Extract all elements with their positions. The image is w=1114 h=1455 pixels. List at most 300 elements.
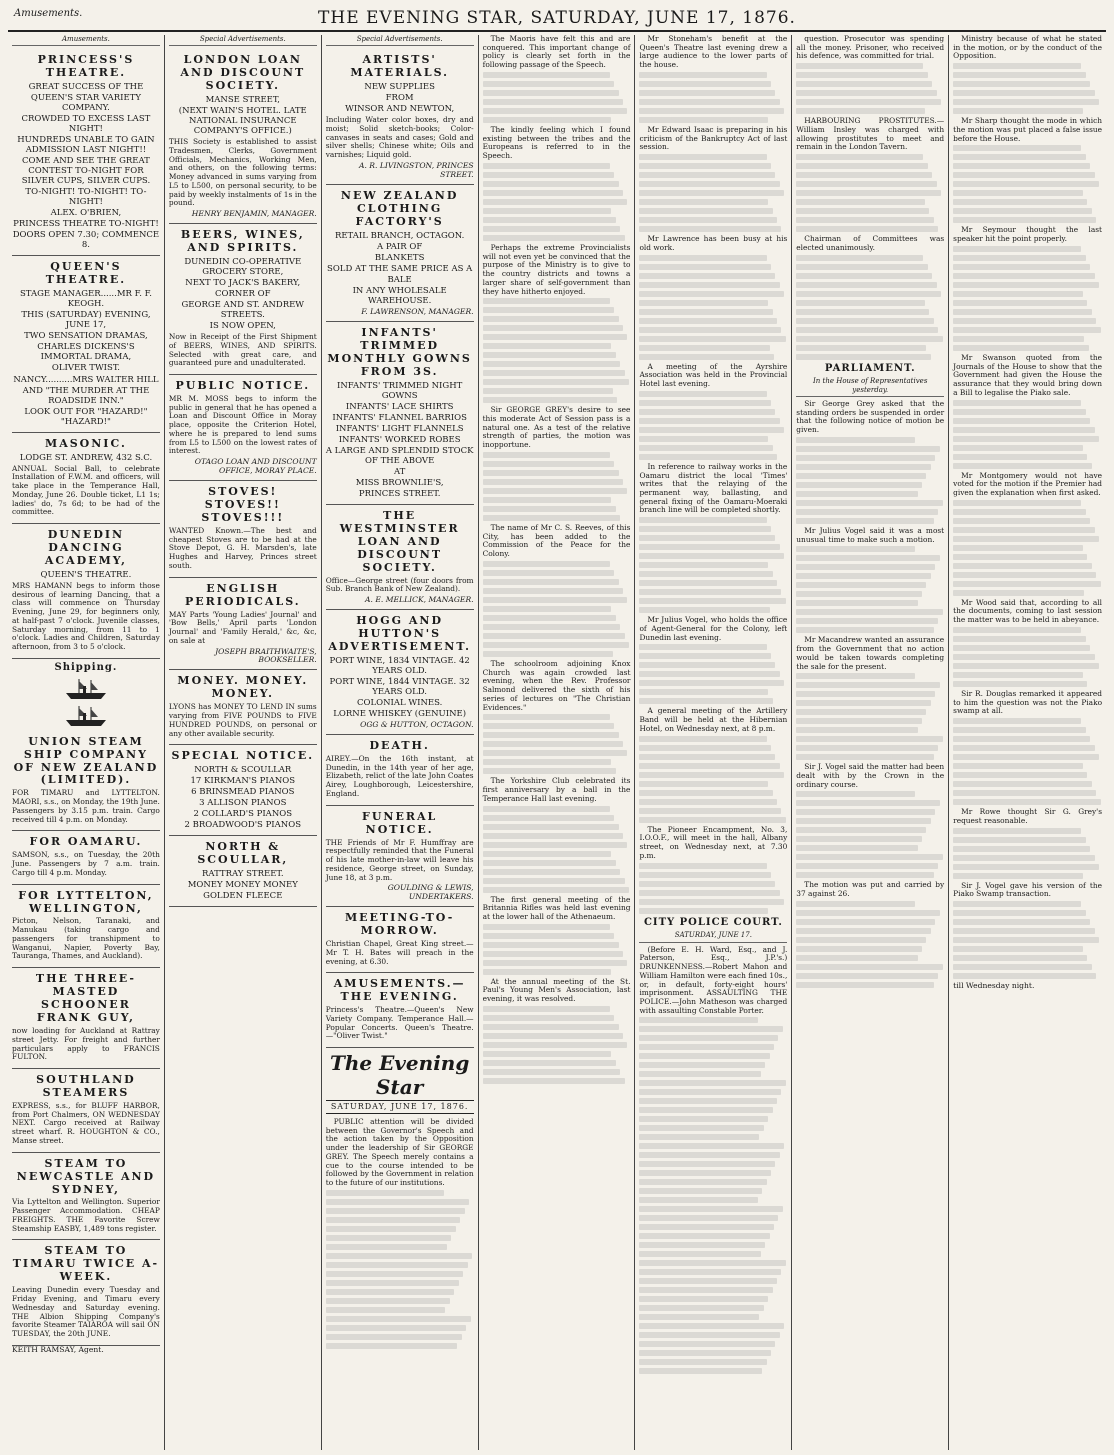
text-line <box>483 624 621 630</box>
text-line <box>953 199 1087 205</box>
text-line <box>639 1098 777 1104</box>
text-line <box>953 754 1099 760</box>
text-line <box>326 1199 469 1205</box>
ad-line: 3 ALLISON PIANOS <box>199 798 287 809</box>
advertisement <box>326 49 474 185</box>
text-line <box>483 470 619 476</box>
ad-line: IS NOW OPEN, <box>209 321 276 332</box>
text-line <box>953 736 1090 742</box>
police-court-date: SATURDAY, JUNE 17. <box>639 931 787 942</box>
text-filler <box>483 163 631 241</box>
text-line <box>796 518 934 524</box>
text-line <box>639 318 777 324</box>
text-line <box>796 718 922 724</box>
text-line <box>326 1316 471 1322</box>
text-line <box>953 590 1084 596</box>
ad-line: SOLD AT THE SAME PRICE AS A <box>327 263 473 274</box>
text-filler <box>483 452 631 521</box>
text-line <box>796 700 931 706</box>
advertisement <box>169 481 317 578</box>
text-line <box>483 515 621 521</box>
text-line <box>953 636 1085 642</box>
text-line <box>483 379 629 385</box>
ad-heading: STEAM TO TIMARU TWICE A-WEEK. <box>12 1244 160 1284</box>
text-line <box>953 828 1081 834</box>
text-line <box>953 581 1100 587</box>
article-paragraph: The first general meeting of the Britannia Rifles was held last evening at the lower hall of the Athenaeum. <box>482 894 631 921</box>
text-line <box>639 1251 760 1257</box>
text-line <box>639 1188 762 1194</box>
text-line <box>483 960 628 966</box>
text-line <box>639 1296 768 1302</box>
article-paragraph: Mr Sharp thought the mode in which the motion was put placed a false issue before the House. <box>953 116 1103 143</box>
parliament-report <box>796 400 944 988</box>
text-line <box>953 745 1094 751</box>
text-line <box>639 117 768 123</box>
text-line <box>796 99 941 105</box>
text-line <box>953 172 1094 178</box>
text-line <box>483 81 615 87</box>
ad-line: INFANTS' LIGHT FLANNELS <box>335 423 464 434</box>
ad-line: STAGE MANAGER......MR F. F. KEOGH. <box>19 289 152 310</box>
text-line <box>796 709 926 715</box>
text-line <box>326 1217 461 1223</box>
text-line <box>953 163 1090 169</box>
text-line <box>483 181 619 187</box>
text-line <box>639 1089 781 1095</box>
text-line <box>796 863 938 869</box>
text-line <box>483 397 618 403</box>
ad-line: ALEX. O'BRIEN, <box>50 208 122 219</box>
text-line <box>953 727 1085 733</box>
text-line <box>953 937 1099 943</box>
text-line <box>639 1035 778 1041</box>
ad-line: GOLDEN FLEECE <box>203 891 283 902</box>
text-line <box>953 427 1094 433</box>
text-line <box>483 924 610 930</box>
text-line <box>796 318 934 324</box>
text-line <box>483 72 610 78</box>
text-line <box>796 955 917 961</box>
column-4 <box>479 35 636 1450</box>
text-line <box>796 282 936 288</box>
text-line <box>483 1042 628 1048</box>
ad-line: MANSE STREET, <box>205 95 280 106</box>
text-line <box>483 370 625 376</box>
ad-heading: NORTH & SCOULLAR, <box>197 840 289 867</box>
text-line <box>796 682 939 688</box>
text-line <box>483 334 628 340</box>
ad-line: NANCY..........MRS WALTER HILL <box>13 374 159 385</box>
ad-heading: ENGLISH PERIODICALS. <box>184 581 301 608</box>
text-line <box>639 208 772 214</box>
article-paragraph: PUBLIC attention will be divided between the Governor's Speech and the action taken by the Opposition under the leadership of Sir GEORGE GREY. The Speech merely contains a cue to the course intended to be followed by the Government in relation to the future of our institutions. <box>325 1116 474 1187</box>
text-line <box>326 1244 447 1250</box>
text-line <box>483 606 612 612</box>
text-line <box>639 671 779 677</box>
text-line <box>953 790 1096 796</box>
text-line <box>483 651 613 657</box>
ad-heading: NEW ZEALAND CLOTHING FACTORY'S <box>340 188 459 228</box>
advertisement <box>326 610 474 735</box>
police-court-title: CITY POLICE COURT. <box>643 916 783 928</box>
text-line <box>639 736 766 742</box>
text-line <box>639 1170 771 1176</box>
ad-line: RETAIL BRANCH, OCTAGON. <box>334 230 465 241</box>
text-line <box>639 1242 765 1248</box>
text-line <box>953 282 1099 288</box>
text-line <box>953 864 1099 870</box>
text-line <box>639 1107 772 1113</box>
text-line <box>639 199 768 205</box>
ad-heading: STOVES! STOVES!! STOVES!!! <box>201 485 285 524</box>
text-line <box>953 627 1081 633</box>
ad-heading: BEERS, WINES, AND SPIRITS. <box>180 228 305 255</box>
text-line <box>953 327 1100 333</box>
text-line <box>953 418 1090 424</box>
ad-heading: DUNEDIN DANCING ACADEMY, <box>44 527 128 567</box>
column-signature: KEITH RAMSAY, Agent. <box>12 1344 104 1354</box>
text-line <box>796 609 942 615</box>
text-line <box>639 535 775 541</box>
text-filler <box>483 924 631 975</box>
ad-line: PRINCESS THEATRE TO-NIGHT! <box>13 219 159 230</box>
text-line <box>483 388 613 394</box>
text-line <box>953 154 1085 160</box>
text-line <box>796 964 942 970</box>
article-paragraph: Sir J. Vogel gave his version of the Piako Swamp transaction. <box>953 880 1103 899</box>
ad-line: AND "THE MURDER AT THE ROADSIDE INN." <box>22 385 150 406</box>
text-line <box>639 1341 775 1347</box>
text-line <box>639 1224 774 1230</box>
text-filler <box>953 627 1102 687</box>
text-line <box>639 790 772 796</box>
text-filler <box>326 1190 474 1349</box>
text-line <box>953 518 1090 524</box>
article-paragraph: Mr Macandrew wanted an assurance from the Government that no action would be taken towards completing the sale for the present. <box>796 635 945 671</box>
text-line <box>639 409 775 415</box>
text-line <box>483 298 610 304</box>
text-line <box>639 689 768 695</box>
ad-body: Leaving Dunedin every Tuesday and Friday Evening, and Timaru every Wednesday and Saturday evening. THE Albion Shipping Company's favorite Steamer TAIAROA will sail ON TUESDAY, the 20th JUNE. <box>12 1285 160 1338</box>
advertisement <box>12 731 160 832</box>
text-line <box>953 99 1099 105</box>
text-line <box>639 1053 769 1059</box>
text-line <box>796 455 935 461</box>
text-filler <box>639 736 787 823</box>
text-line <box>953 436 1099 442</box>
text-filler <box>796 546 944 633</box>
text-line <box>953 309 1091 315</box>
text-line <box>639 808 781 814</box>
text-filler <box>953 246 1102 351</box>
article-paragraph: Mr Wood said that, according to all the documents, coming to last session the matter was to be held in abeyance. <box>953 597 1103 625</box>
ad-line: TWO SENSATION DRAMAS, <box>24 331 148 342</box>
text-line <box>639 562 768 568</box>
text-line <box>953 545 1083 551</box>
column-5 <box>635 35 792 1450</box>
ad-line: MONEY MONEY MONEY <box>187 880 298 891</box>
text-line <box>953 273 1094 279</box>
text-line <box>639 1269 781 1275</box>
ad-heading: STEAM TO NEWCASTLE AND SYDNEY, <box>16 1156 156 1196</box>
text-line <box>796 108 925 114</box>
text-line <box>639 1323 784 1329</box>
text-line <box>639 544 779 550</box>
shipping-title: Shipping. <box>54 661 118 673</box>
text-line <box>639 863 766 869</box>
text-line <box>639 1350 771 1356</box>
text-line <box>796 446 939 452</box>
text-line <box>639 445 772 451</box>
advertisement <box>326 973 474 1048</box>
ad-line: BLANKETS <box>374 252 425 263</box>
text-line <box>639 1080 785 1086</box>
text-line <box>483 361 621 367</box>
ad-signature: GOULDING & LEWIS, UNDERTAKERS. <box>387 883 474 902</box>
article-paragraph: Mr Edward Isaac is preparing in his criticism of the Bankruptcy Act of last session. <box>639 124 788 152</box>
text-line <box>639 1305 763 1311</box>
text-line <box>639 580 777 586</box>
advertisement <box>326 907 474 973</box>
text-line <box>639 517 766 523</box>
article-paragraph: Mr Swanson quoted from the Journals of the House to show that the Government had given the House the assurance that they would bring down a Bill to legalise the Piako sale. <box>953 352 1103 397</box>
text-line <box>483 741 623 747</box>
text-line <box>639 327 781 333</box>
text-line <box>483 479 623 485</box>
paper-date: SATURDAY, JUNE 17, 1876. <box>326 1100 474 1113</box>
advertisement <box>12 831 160 884</box>
ad-line: 6 BRINSMEAD PIANOS <box>191 787 295 798</box>
text-line <box>483 642 629 648</box>
article-paragraph: The schoolroom adjoining Knox Church was again crowded last evening, when the Rev. Professor Salmond delivered the sixth of his series of lectures on "The Christian Evidences." <box>482 658 631 712</box>
ad-line: GEORGE AND ST. ANDREW STREETS. <box>181 300 305 321</box>
text-line <box>639 226 781 232</box>
text-line <box>796 264 928 270</box>
text-line <box>639 1206 782 1212</box>
text-line <box>483 723 615 729</box>
text-line <box>796 901 914 907</box>
article-paragraph: Sir George Grey asked that the standing orders be suspended in order that the following notice of motion be given. <box>796 398 945 435</box>
text-line <box>639 336 785 342</box>
text-line <box>953 463 1091 469</box>
text-line <box>483 108 628 114</box>
text-line <box>953 318 1096 324</box>
text-line <box>953 718 1081 724</box>
text-line <box>483 714 610 720</box>
ship-icon <box>63 677 109 701</box>
text-line <box>796 172 932 178</box>
text-line <box>953 108 1083 114</box>
text-line <box>639 1044 774 1050</box>
text-line <box>796 163 928 169</box>
text-line <box>796 800 939 806</box>
ad-signature: F. LAWRENSON, MANAGER. <box>361 306 474 316</box>
ad-line: QUEEN'S THEATRE. <box>40 569 132 580</box>
article-paragraph: Sir J. Vogel said the matter had been dealt with by the Crown in the ordinary course. <box>796 762 945 789</box>
text-line <box>483 860 616 866</box>
article-paragraph: Sir GEORGE GREY's desire to see this moderate Act of Session pass is a natural one. As a test of the relative strength of parties, the motion was inopportune. <box>482 405 631 450</box>
text-line <box>483 842 628 848</box>
column-head: Special Advertisements. <box>326 35 474 46</box>
ad-body: MRS HAMANN begs to inform those desirous of learning Dancing, that a class will commence on Thursday Evening, June 29, for beginners only, at half-past 7 o'clock. Juvenile classes, Saturday morning, from 11 to 1 o'clock. Ladies and Children, Saturday afternoon, from 3 to 5 o'clock. <box>12 580 160 652</box>
advertisement <box>326 322 474 505</box>
text-line <box>483 325 623 331</box>
article-paragraph: Mr Julius Vogel, who holds the office of Agent-General for the Colony, left Dunedin last evening. <box>639 615 788 642</box>
masthead-ornament: Amusements. <box>14 8 83 19</box>
text-line <box>796 600 917 606</box>
text-line <box>483 579 619 585</box>
text-line <box>639 1071 760 1077</box>
ad-signature: A. E. MELLICK, MANAGER. <box>365 595 474 605</box>
column-6 <box>792 35 949 1450</box>
text-line <box>953 901 1081 907</box>
text-line <box>796 354 931 360</box>
advertisement <box>12 49 160 256</box>
ad-heading: ARTISTS' MATERIALS. <box>350 53 449 80</box>
text-line <box>796 973 938 979</box>
ad-line: QUEEN'S STAR VARIETY COMPANY. <box>30 93 141 114</box>
column-7 <box>949 35 1106 1450</box>
text-line <box>796 72 928 78</box>
text-line <box>953 554 1087 560</box>
text-line <box>326 1334 462 1340</box>
advertisement <box>169 745 317 836</box>
ad-heading: MEETING-TO-MORROW. <box>344 911 455 938</box>
text-line <box>639 653 771 659</box>
ad-heading: FUNERAL NOTICE. <box>362 809 438 836</box>
article-paragraph: The Yorkshire Club celebrated its first anniversary by a ball in the Temperance Hall last evening. <box>482 776 631 803</box>
masthead <box>8 6 1106 32</box>
text-line <box>639 1278 777 1284</box>
text-line <box>639 217 777 223</box>
text-line <box>796 181 936 187</box>
text-line <box>796 910 939 916</box>
paper-nameplate: The Evening Star <box>329 1051 470 1099</box>
text-line <box>483 597 628 603</box>
advertisement <box>169 578 317 671</box>
text-line <box>639 1287 772 1293</box>
text-line <box>953 772 1087 778</box>
text-line <box>483 1069 621 1075</box>
text-line <box>483 316 619 322</box>
ad-line: OLIVER TWIST. <box>51 363 120 374</box>
text-line <box>953 928 1094 934</box>
text-filler <box>639 255 787 360</box>
ad-line: MISS BROWNLIE'S, <box>355 477 444 488</box>
ad-line: COME AND SEE THE GREAT CONTEST TO-NIGHT FOR SILVER CUPS, SILVER CUPS. <box>21 156 151 187</box>
article-paragraph: The kindly feeling which I found existing between the tribes and the Europeans is referred to in the Speech. <box>482 124 631 161</box>
text-line <box>326 1280 459 1286</box>
ad-line: 2 BROADWOOD'S PIANOS <box>184 820 302 831</box>
text-line <box>483 869 621 875</box>
ad-heading: PUBLIC NOTICE. <box>175 379 311 393</box>
text-filler <box>639 1017 787 1374</box>
text-line <box>639 763 779 769</box>
text-line <box>639 745 771 751</box>
police-court-report <box>639 946 787 1016</box>
ad-body: Via Lyttelton and Wellington. Superior Passenger Accommodation. CHEAP FREIGHTS. THE Favorite Screw Steamship EASBY, 1,489 tons register. <box>12 1197 160 1233</box>
text-line <box>796 81 932 87</box>
text-line <box>483 878 625 884</box>
ad-heading: THE WESTMINSTER LOAN AND DISCOUNT SOCIETY. <box>339 508 460 574</box>
text-line <box>639 454 777 460</box>
text-line <box>796 845 917 851</box>
advertisement <box>326 806 474 908</box>
article-paragraph: Mr Julius Vogel said it was a most unusual time to make such a motion. <box>796 525 945 544</box>
text-line <box>796 827 926 833</box>
text-line <box>953 955 1087 961</box>
text-line <box>326 1208 465 1214</box>
text-line <box>796 564 935 570</box>
text-line <box>639 644 766 650</box>
text-line <box>483 951 623 957</box>
text-line <box>639 899 784 905</box>
article-paragraph: A meeting of the Ayrshire Association was held in the Provincial Hotel last evening. <box>639 361 788 389</box>
text-line <box>953 181 1099 187</box>
text-line <box>483 343 612 349</box>
text-line <box>483 1006 610 1012</box>
text-line <box>483 570 615 576</box>
ad-body: Christian Chapel, Great King street.—Mr T. H. Bates will preach in the evening, at 6.30. <box>325 939 474 966</box>
text-filler <box>639 517 787 613</box>
text-line <box>953 681 1087 687</box>
ad-body: THE Friends of Mr F. Humffray are respectfully reminded that the Funeral of his late mother-in-law will leave his residence, George street, on Sunday, June 18, at 3 p.m. <box>325 837 474 882</box>
text-filler <box>796 63 944 114</box>
ad-line: AT <box>393 466 406 477</box>
ad-line: GREAT SUCCESS OF THE <box>28 82 144 93</box>
article-paragraph: At the annual meeting of the St. Paul's Young Men's Association, last evening, it was resolved. <box>482 976 631 1004</box>
ad-line: 2 COLLARD'S PIANOS <box>193 809 293 820</box>
text-line <box>483 506 616 512</box>
ad-line: RATTRAY STREET. <box>202 869 284 880</box>
article-paragraph: question. Prosecutor was spending all the money. Prisoner, who received his defence, was committed for trial. <box>796 35 945 61</box>
text-line <box>953 919 1090 925</box>
ad-body: LYONS has MONEY TO LEND IN sums varying from FIVE POUNDS to FIVE HUNDRED POUNDS, on personal or any other available security. <box>168 702 317 738</box>
ad-body: Picton, Nelson, Taranaki, and Manukau (taking cargo and passengers for transhipment to Wanganui, Napier, Poverty Bay, Tauranga, Thames, and Auckland). <box>12 916 160 961</box>
text-line <box>639 90 775 96</box>
text-line <box>483 497 612 503</box>
text-line <box>483 851 612 857</box>
advertisement <box>12 885 160 969</box>
text-line <box>796 500 942 506</box>
ad-heading: LONDON LOAN AND DISCOUNT SOCIETY. <box>180 53 306 93</box>
text-filler <box>483 806 631 893</box>
text-line <box>639 1062 765 1068</box>
text-line <box>639 418 779 424</box>
text-line <box>953 536 1099 542</box>
text-line <box>639 354 774 360</box>
text-line <box>953 799 1100 805</box>
ad-heading: SOUTHLAND STEAMERS <box>36 1072 136 1099</box>
ad-line: PORT WINE, 1834 VINTAGE. 42 YEARS OLD. <box>329 656 470 677</box>
text-line <box>639 1197 757 1203</box>
text-filler <box>483 298 631 403</box>
text-line <box>639 255 766 261</box>
ad-heading: INFANTS' TRIMMED MONTHLY GOWNS FROM 3S. <box>327 325 472 378</box>
text-line <box>483 1033 623 1039</box>
text-line <box>483 969 612 975</box>
text-line <box>483 90 619 96</box>
text-filler <box>483 1006 631 1084</box>
text-line <box>796 818 931 824</box>
text-line <box>953 445 1083 451</box>
text-line <box>796 309 929 315</box>
text-line <box>639 81 771 87</box>
ad-body: now loading for Auckland at Rattray street Jetty. For freight and further particulars apply to FRANCIS FULTON. <box>12 1026 160 1062</box>
ad-body: SAMSON, s.s., on Tuesday, the 20th June. Passengers by 7 a.m. train. Cargo till 4 p.m. Monday. <box>12 850 160 877</box>
text-line <box>796 591 922 597</box>
